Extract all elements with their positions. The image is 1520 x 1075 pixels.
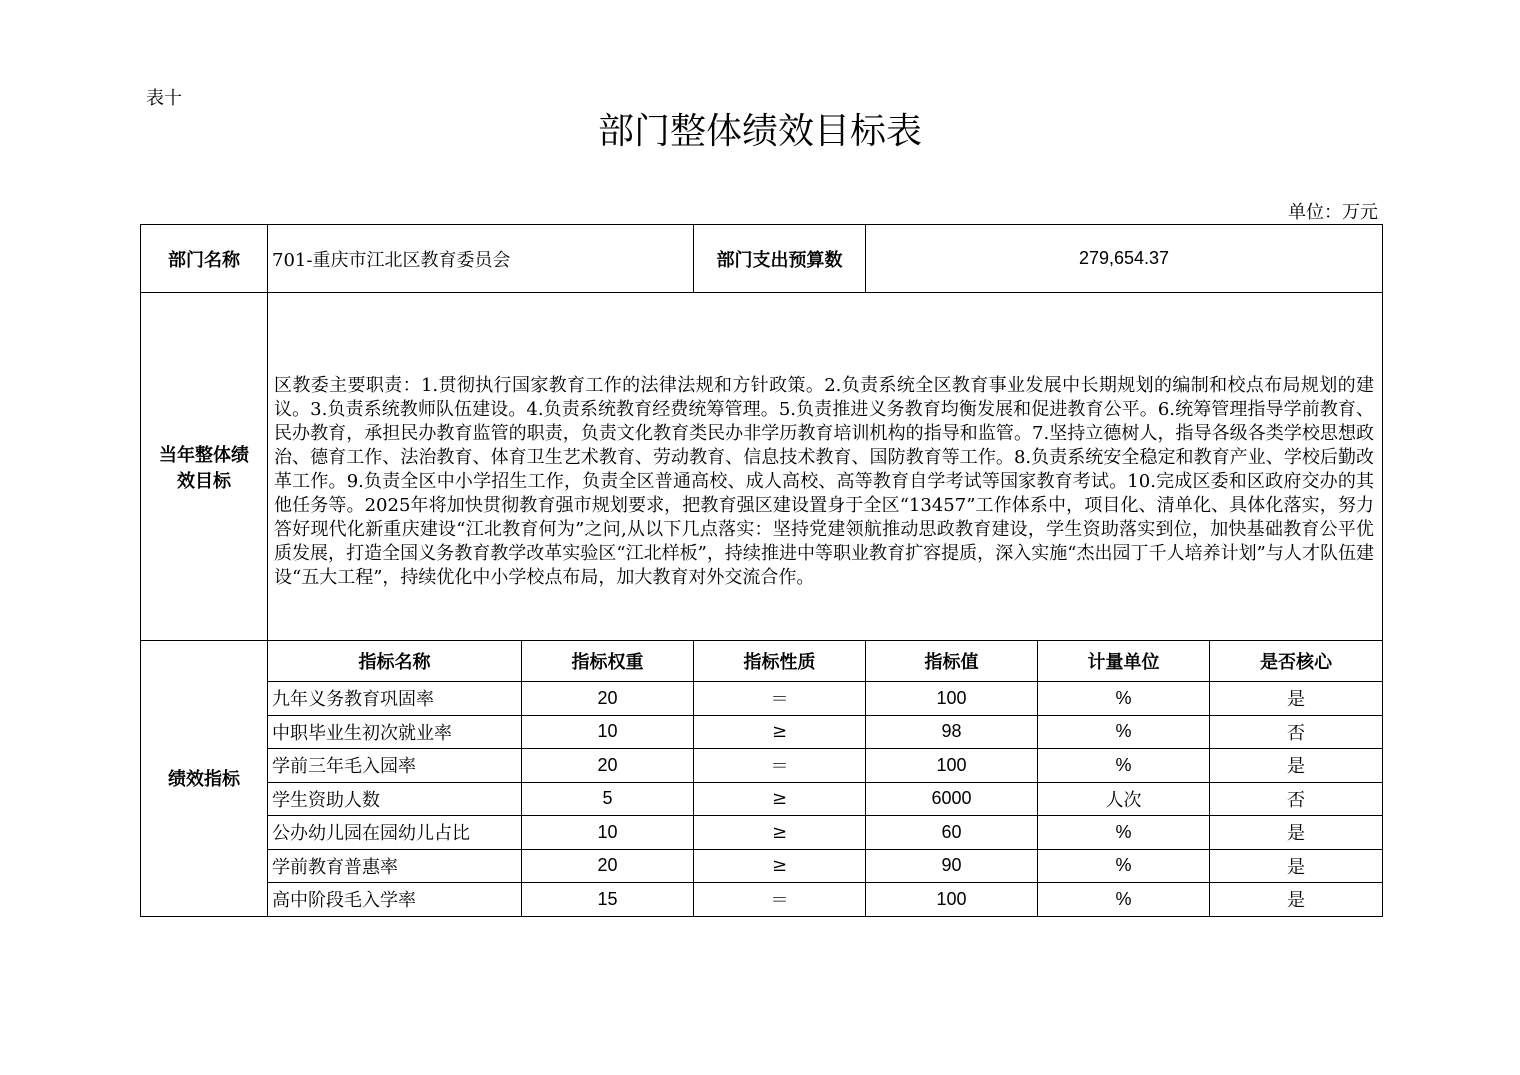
objectives-text: 区教委主要职责：1.贯彻执行国家教育工作的法律法规和方针政策。2.负责系统全区教育事业发展中长期规划的编制和校点布局规划的建议。3.负责系统教师队伍建设。4.负责系统教育经费统筹管理。5.负责推进义务教育均衡发展和促进教育公平。6.统筹管理指导学前教育、民办教育，承担民办教育监管的职责，负责文化教育类民办非学历教育培训机构的指导和监管。7.坚持立德树人，指导各级各类学校思想政治、德育工作、法治教育、体育卫生艺术教育、劳动教育、信息技术教育、国防教育等工作。8.负责系统安全稳定和教育产业、学校后勤改革工作。9.负责全区中小学招生工作，负责全区普通高校、成人高校、高等教育自学考试等国家教育考试。10.完成区委和区政府交办的其他任务等。2025年将加快贯彻教育强市规划要求，把教育强区建设置身于全区“13457”工作体系中，项目化、清单化、具体化落实，努力答好现代化新重庆建设“江北教育何为”之问,从以下几点落实：坚持党建领航推动思政教育建设，学生资助落实到位，加快基础教育公平优质发展，打造全国义务教育教学改革实验区“江北样板”，持续推进中等职业教育扩容提质，深入实施“杰出园丁千人培养计划”与人才队伍建设“五大工程”，持续优化中小学校点布局，加大教育对外交流合作。	[274, 374, 1375, 588]
indicator-unit: 人次	[1038, 782, 1210, 816]
indicator-name: 中职毕业生初次就业率	[268, 715, 522, 749]
indicator-core: 是	[1210, 749, 1383, 783]
column-header-weight: 指标权重	[522, 641, 694, 682]
indicator-weight: 20	[522, 749, 694, 783]
column-header-value: 指标值	[866, 641, 1038, 682]
indicator-name: 公办幼儿园在园幼儿占比	[268, 816, 522, 850]
indicator-core: 是	[1210, 849, 1383, 883]
indicator-weight: 20	[522, 849, 694, 883]
indicator-value: 100	[866, 883, 1038, 917]
indicator-core: 否	[1210, 715, 1383, 749]
department-name-text: 701-重庆市江北区教育委员会	[272, 249, 511, 271]
department-name-label: 部门名称	[141, 225, 268, 293]
indicator-unit: %	[1038, 816, 1210, 850]
column-header-core: 是否核心	[1210, 641, 1383, 682]
column-header-unit: 计量单位	[1038, 641, 1210, 682]
indicator-nature: ≥	[694, 849, 866, 883]
indicator-core: 是	[1210, 883, 1383, 917]
indicator-value: 6000	[866, 782, 1038, 816]
indicator-value: 90	[866, 849, 1038, 883]
indicator-weight: 5	[522, 782, 694, 816]
table-row	[141, 849, 1383, 883]
indicator-value: 100	[866, 682, 1038, 716]
table-row	[141, 782, 1383, 816]
department-row	[141, 225, 1383, 293]
indicator-header-row	[141, 641, 1383, 682]
table-label: 表十	[146, 88, 182, 109]
indicator-value: 98	[866, 715, 1038, 749]
indicator-unit: %	[1038, 715, 1210, 749]
department-budget-value: 279,654.37	[866, 225, 1383, 293]
page-title: 部门整体绩效目标表	[597, 111, 922, 152]
indicator-name: 学前教育普惠率	[268, 849, 522, 883]
objectives-label: 当年整体绩效目标	[141, 293, 268, 641]
indicator-nature: ≥	[694, 782, 866, 816]
indicator-nature: ＝	[694, 749, 866, 783]
indicator-unit: %	[1038, 749, 1210, 783]
indicator-core: 是	[1210, 816, 1383, 850]
table-row	[141, 816, 1383, 850]
indicator-core: 否	[1210, 782, 1383, 816]
indicator-weight: 15	[522, 883, 694, 917]
indicator-name: 高中阶段毛入学率	[268, 883, 522, 917]
department-budget-label: 部门支出预算数	[694, 225, 866, 293]
table-row	[141, 883, 1383, 917]
table-row	[141, 682, 1383, 716]
indicator-unit: %	[1038, 849, 1210, 883]
indicator-value: 60	[866, 816, 1038, 850]
indicator-value: 100	[866, 749, 1038, 783]
table-row	[141, 749, 1383, 783]
unit-label: 单位：万元	[1288, 202, 1378, 223]
objectives-row	[141, 293, 1383, 641]
indicators-section-label: 绩效指标	[141, 641, 268, 917]
column-header-nature: 指标性质	[694, 641, 866, 682]
indicator-name: 学生资助人数	[268, 782, 522, 816]
indicator-nature: ＝	[694, 682, 866, 716]
indicator-name: 九年义务教育巩固率	[268, 682, 522, 716]
indicator-nature: ≥	[694, 816, 866, 850]
table-row	[141, 715, 1383, 749]
performance-table	[140, 224, 1383, 917]
indicator-weight: 10	[522, 816, 694, 850]
indicator-core: 是	[1210, 682, 1383, 716]
indicator-name: 学前三年毛入园率	[268, 749, 522, 783]
objectives-cell	[268, 293, 1383, 641]
department-name-value	[268, 225, 694, 293]
indicator-unit: %	[1038, 682, 1210, 716]
column-header-name: 指标名称	[268, 641, 522, 682]
indicator-nature: ＝	[694, 883, 866, 917]
indicator-weight: 10	[522, 715, 694, 749]
indicator-weight: 20	[522, 682, 694, 716]
indicator-unit: %	[1038, 883, 1210, 917]
indicator-nature: ≥	[694, 715, 866, 749]
